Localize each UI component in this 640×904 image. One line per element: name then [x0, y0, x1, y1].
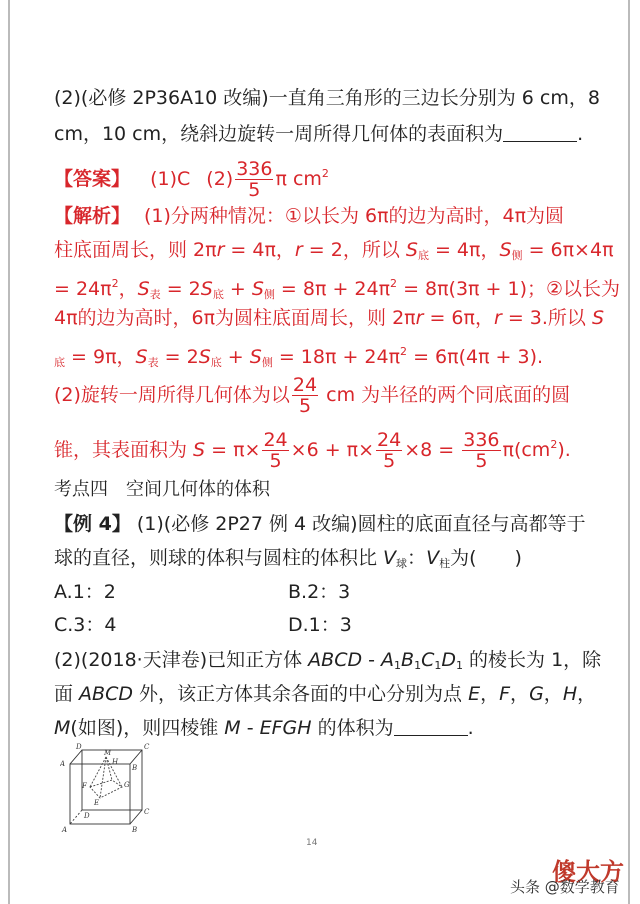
watermark-brand: 傻大方 — [552, 857, 624, 886]
cube-label: C — [144, 743, 150, 751]
example4-tag: 【例 4】 — [54, 513, 131, 535]
part2-line1: (2)旋转一周所得几何体为以 $\frac{24}{5}$ cm 为半径的两个同底面的圆 — [54, 374, 571, 417]
answer-blank-2 — [394, 719, 468, 736]
example4-line2: 球的直径，则球的体积与圆柱的体积比 $V_球$：$V_柱$为( ) — [54, 547, 522, 570]
option-d: D.1：3 — [288, 614, 352, 636]
analysis-line4: 4π的边为高时，6π为圆柱底面周长，则 2πr = 6π，r = 3.所以 S — [54, 307, 605, 329]
fraction-1: $\frac{24}{5}$ — [263, 429, 288, 472]
cube-figure — [60, 742, 160, 838]
answer-blank — [503, 125, 577, 142]
analysis-tag: 【解析】 — [54, 205, 131, 227]
cube-label: C — [144, 808, 150, 816]
q2-line2: cm，10 cm，绕斜边旋转一周所得几何体的表面积为 . — [54, 123, 584, 145]
cube-label: E — [94, 799, 100, 807]
cube-hidden-edge — [70, 810, 82, 824]
cube-label: B — [132, 826, 138, 834]
answer-part1: (1)C — [150, 168, 191, 190]
example4-line1: 【例 4】 (1)(必修 2P27 例 4 改编)圆柱的底面直径与高都等于 — [54, 513, 586, 535]
analysis-line3: = $24\pi^2$，$S_表 = 2S_底 + S_侧 = 8\pi + 24\pi^2 = 8\pi(3\pi + 1)$；②以长为 — [54, 277, 621, 301]
cube-edge — [130, 810, 142, 824]
part2-line2: 锥，其表面积为 S = π× $\frac{24}{5}$ ×6 + π× $\frac{24}{5}$ ×8 = $\frac{336}{5}$ $\pi(cm^2)$. — [54, 429, 571, 472]
answer-fraction: $\frac{336}{5}$ — [236, 158, 273, 201]
cube-label: M — [104, 749, 112, 757]
q2b-line3: M(如图)，则四棱锥 M - EFGH 的体积为 . — [54, 717, 474, 739]
fraction-3: $\frac{336}{5}$ — [463, 429, 500, 472]
cube-label: G — [124, 781, 130, 789]
watermark-source: 头条 @数学教育 — [510, 878, 620, 896]
cube-edge — [70, 750, 82, 764]
cube-label: H — [112, 758, 119, 766]
cube-label: D — [76, 743, 82, 751]
option-a: A.1：2 — [54, 581, 116, 603]
page-number: 14 — [306, 838, 318, 848]
fraction-2: $\frac{24}{5}$ — [377, 429, 402, 472]
option-b: B.2：3 — [288, 581, 351, 603]
cube-edge — [130, 750, 142, 764]
cube-label: D — [84, 812, 90, 820]
radius-fraction: $\frac{24}{5}$ — [292, 374, 318, 417]
pyramid-edge — [100, 757, 106, 798]
answer-tag: 【答案】 — [54, 168, 131, 190]
cube-label: A — [60, 760, 66, 768]
q2-line1: (2)(必修 2P36A10 改编)一直角三角形的三边长分别为 6 cm，8 — [54, 87, 600, 109]
cube-label: B — [132, 764, 138, 772]
cube-label: F — [82, 782, 87, 790]
section-title: 考点四 空间几何体的体积 — [54, 479, 270, 500]
analysis-line1: 【解析】 (1)分两种情况：①以长为 6π的边为高时，4π为圆 — [54, 205, 565, 227]
q2b-line1: (2)(2018·天津卷)已知正方体 ABCD - $A_1B_1C_1D_1$ 的棱长为 1，除 — [54, 649, 602, 672]
option-c: C.3：4 — [54, 614, 117, 636]
analysis-line2: 柱底面周长，则 2πr = 4π，r = 2，所以 $S_底 = 4\pi$，$S_侧 = 6\pi\times 4\pi$ — [54, 239, 614, 262]
answer-line: 【答案】 (1)C (2) $\frac{336}{5}$ π $cm^2$ — [54, 158, 329, 201]
analysis-line5: $_底$ = 9π，$S_表 = 2S_底 + S_侧 = 18\pi + 24\pi^2 = 6\pi(4\pi + 3)$. — [54, 345, 544, 369]
cube-front-face — [70, 764, 130, 824]
cube-label: A — [62, 826, 68, 834]
pyramid-base — [90, 780, 122, 798]
q2b-line2: 面 ABCD 外，该正方体其余各面的中心分别为点 E，F，G，H， — [54, 683, 597, 705]
